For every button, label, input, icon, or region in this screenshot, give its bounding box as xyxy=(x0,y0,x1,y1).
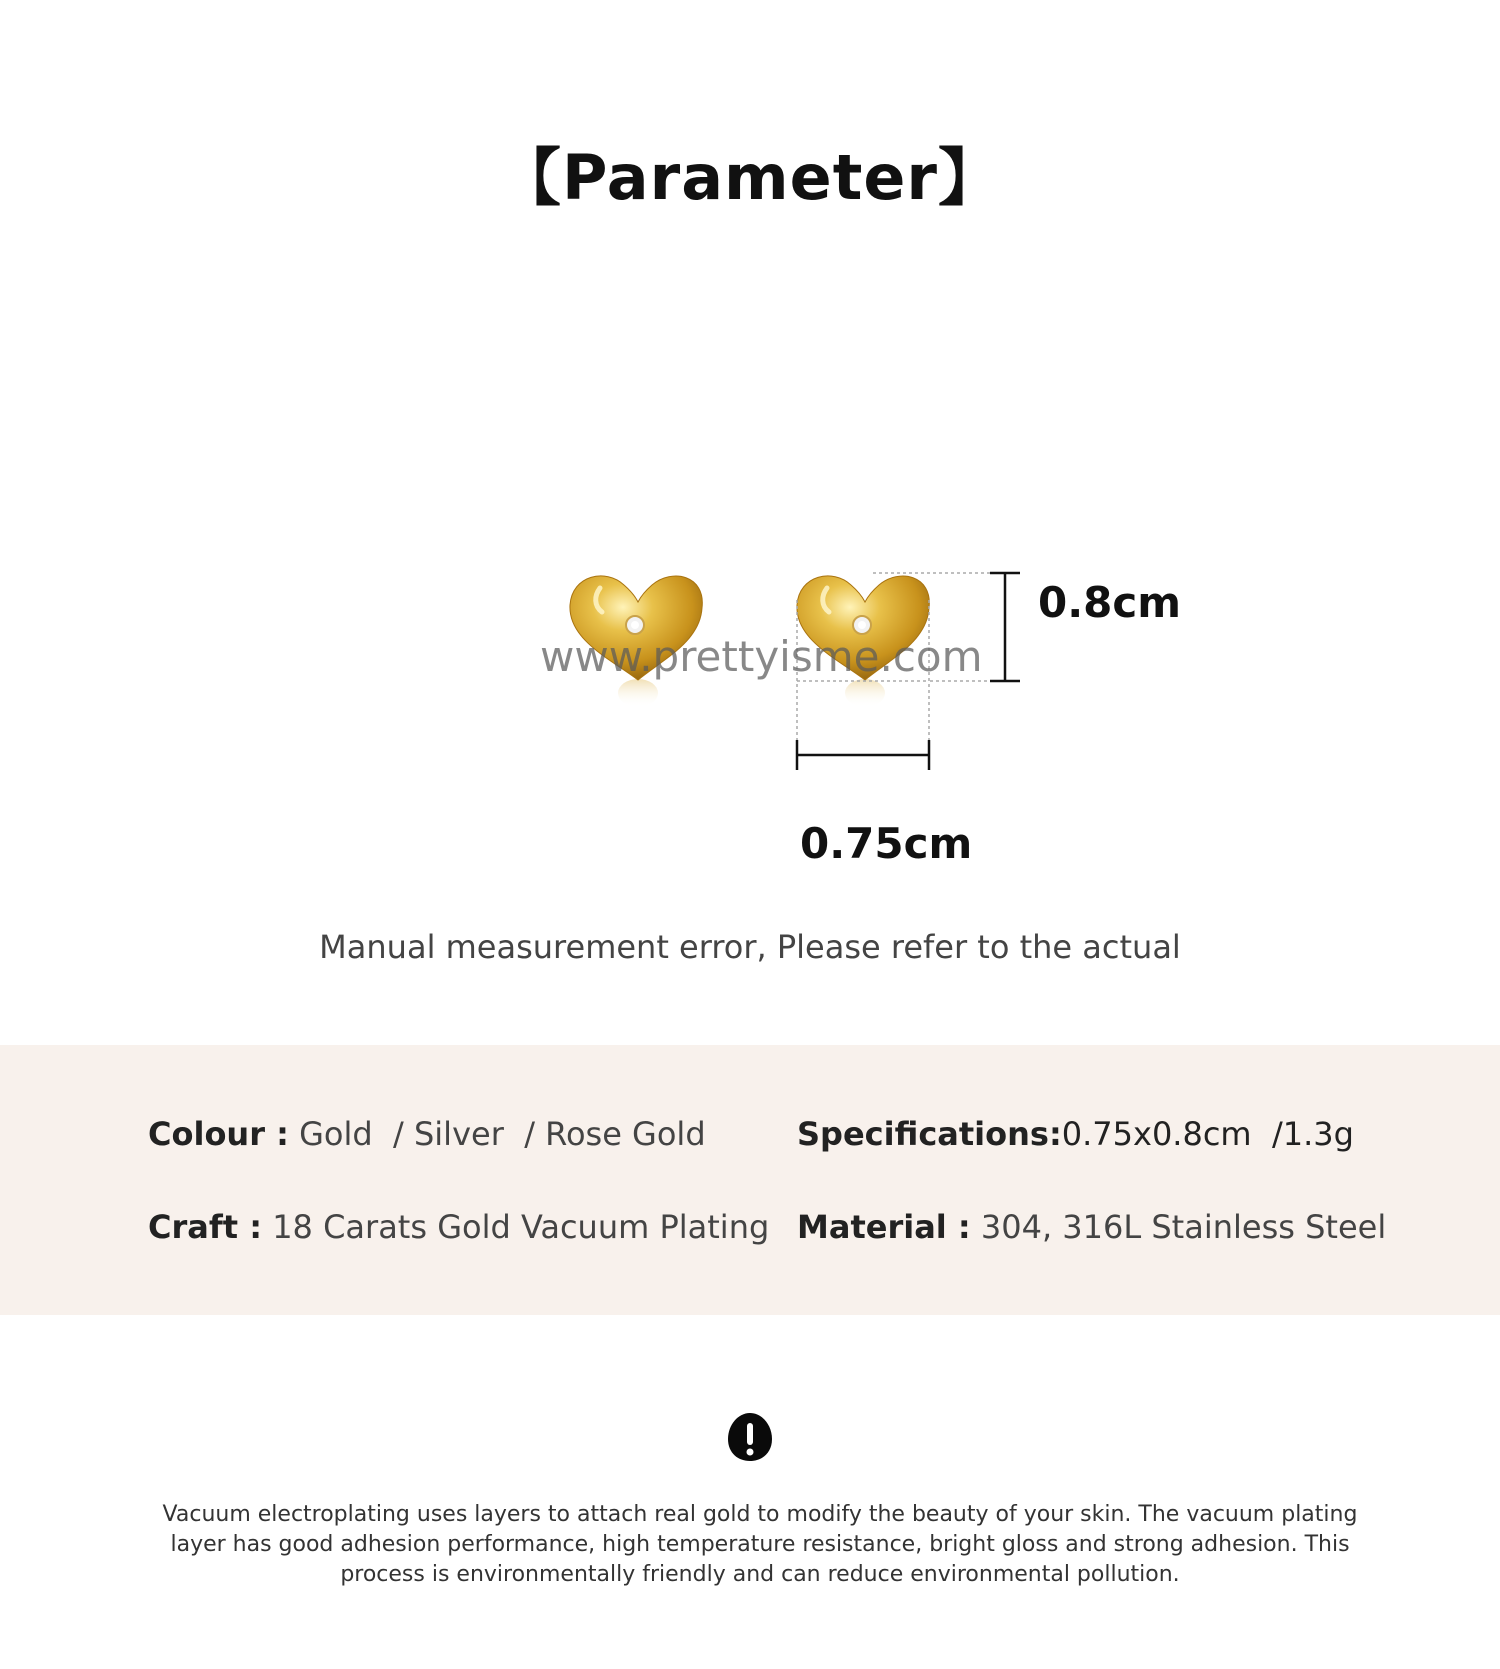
spec-specifications xyxy=(797,1115,1354,1153)
warning-icon xyxy=(726,1411,774,1467)
spec-specifications-label: Specifications: xyxy=(797,1115,1062,1153)
spec-craft xyxy=(148,1208,769,1246)
footer-description: Vacuum electroplating uses layers to attach real gold to modify the beauty of your skin. The vacuum plating layer has good adhesion performance, high temperature resistance, bright gloss and strong adhesion. This process is environmentally friendly and can reduce environmental pollution. xyxy=(162,1502,1358,1587)
spec-material-value: 304, 316L Stainless Steel xyxy=(980,1208,1387,1246)
measurement-note: Manual measurement error, Please refer to the actual xyxy=(319,928,1181,966)
spec-colour-label: Colour : xyxy=(148,1115,289,1153)
height-label: 0.8cm xyxy=(1038,578,1182,627)
watermark: www.prettyisme.com xyxy=(540,632,983,681)
spec-material-label: Material : xyxy=(797,1208,971,1246)
spec-panel xyxy=(0,1045,1500,1315)
spec-colour-value: Gold / Silver / Rose Gold xyxy=(299,1115,706,1153)
spec-craft-value: 18 Carats Gold Vacuum Plating xyxy=(272,1208,770,1246)
width-label: 0.75cm xyxy=(800,819,973,868)
height-dimension-bar xyxy=(990,573,1020,681)
page-title: 【Parameter】 xyxy=(499,141,1001,214)
spec-material xyxy=(797,1208,1386,1246)
spec-craft-label: Craft : xyxy=(148,1208,263,1246)
width-dimension-bar xyxy=(797,740,929,770)
spec-colour xyxy=(148,1115,706,1153)
spec-specifications-value: 0.75x0.8cm /1.3g xyxy=(1061,1115,1354,1153)
